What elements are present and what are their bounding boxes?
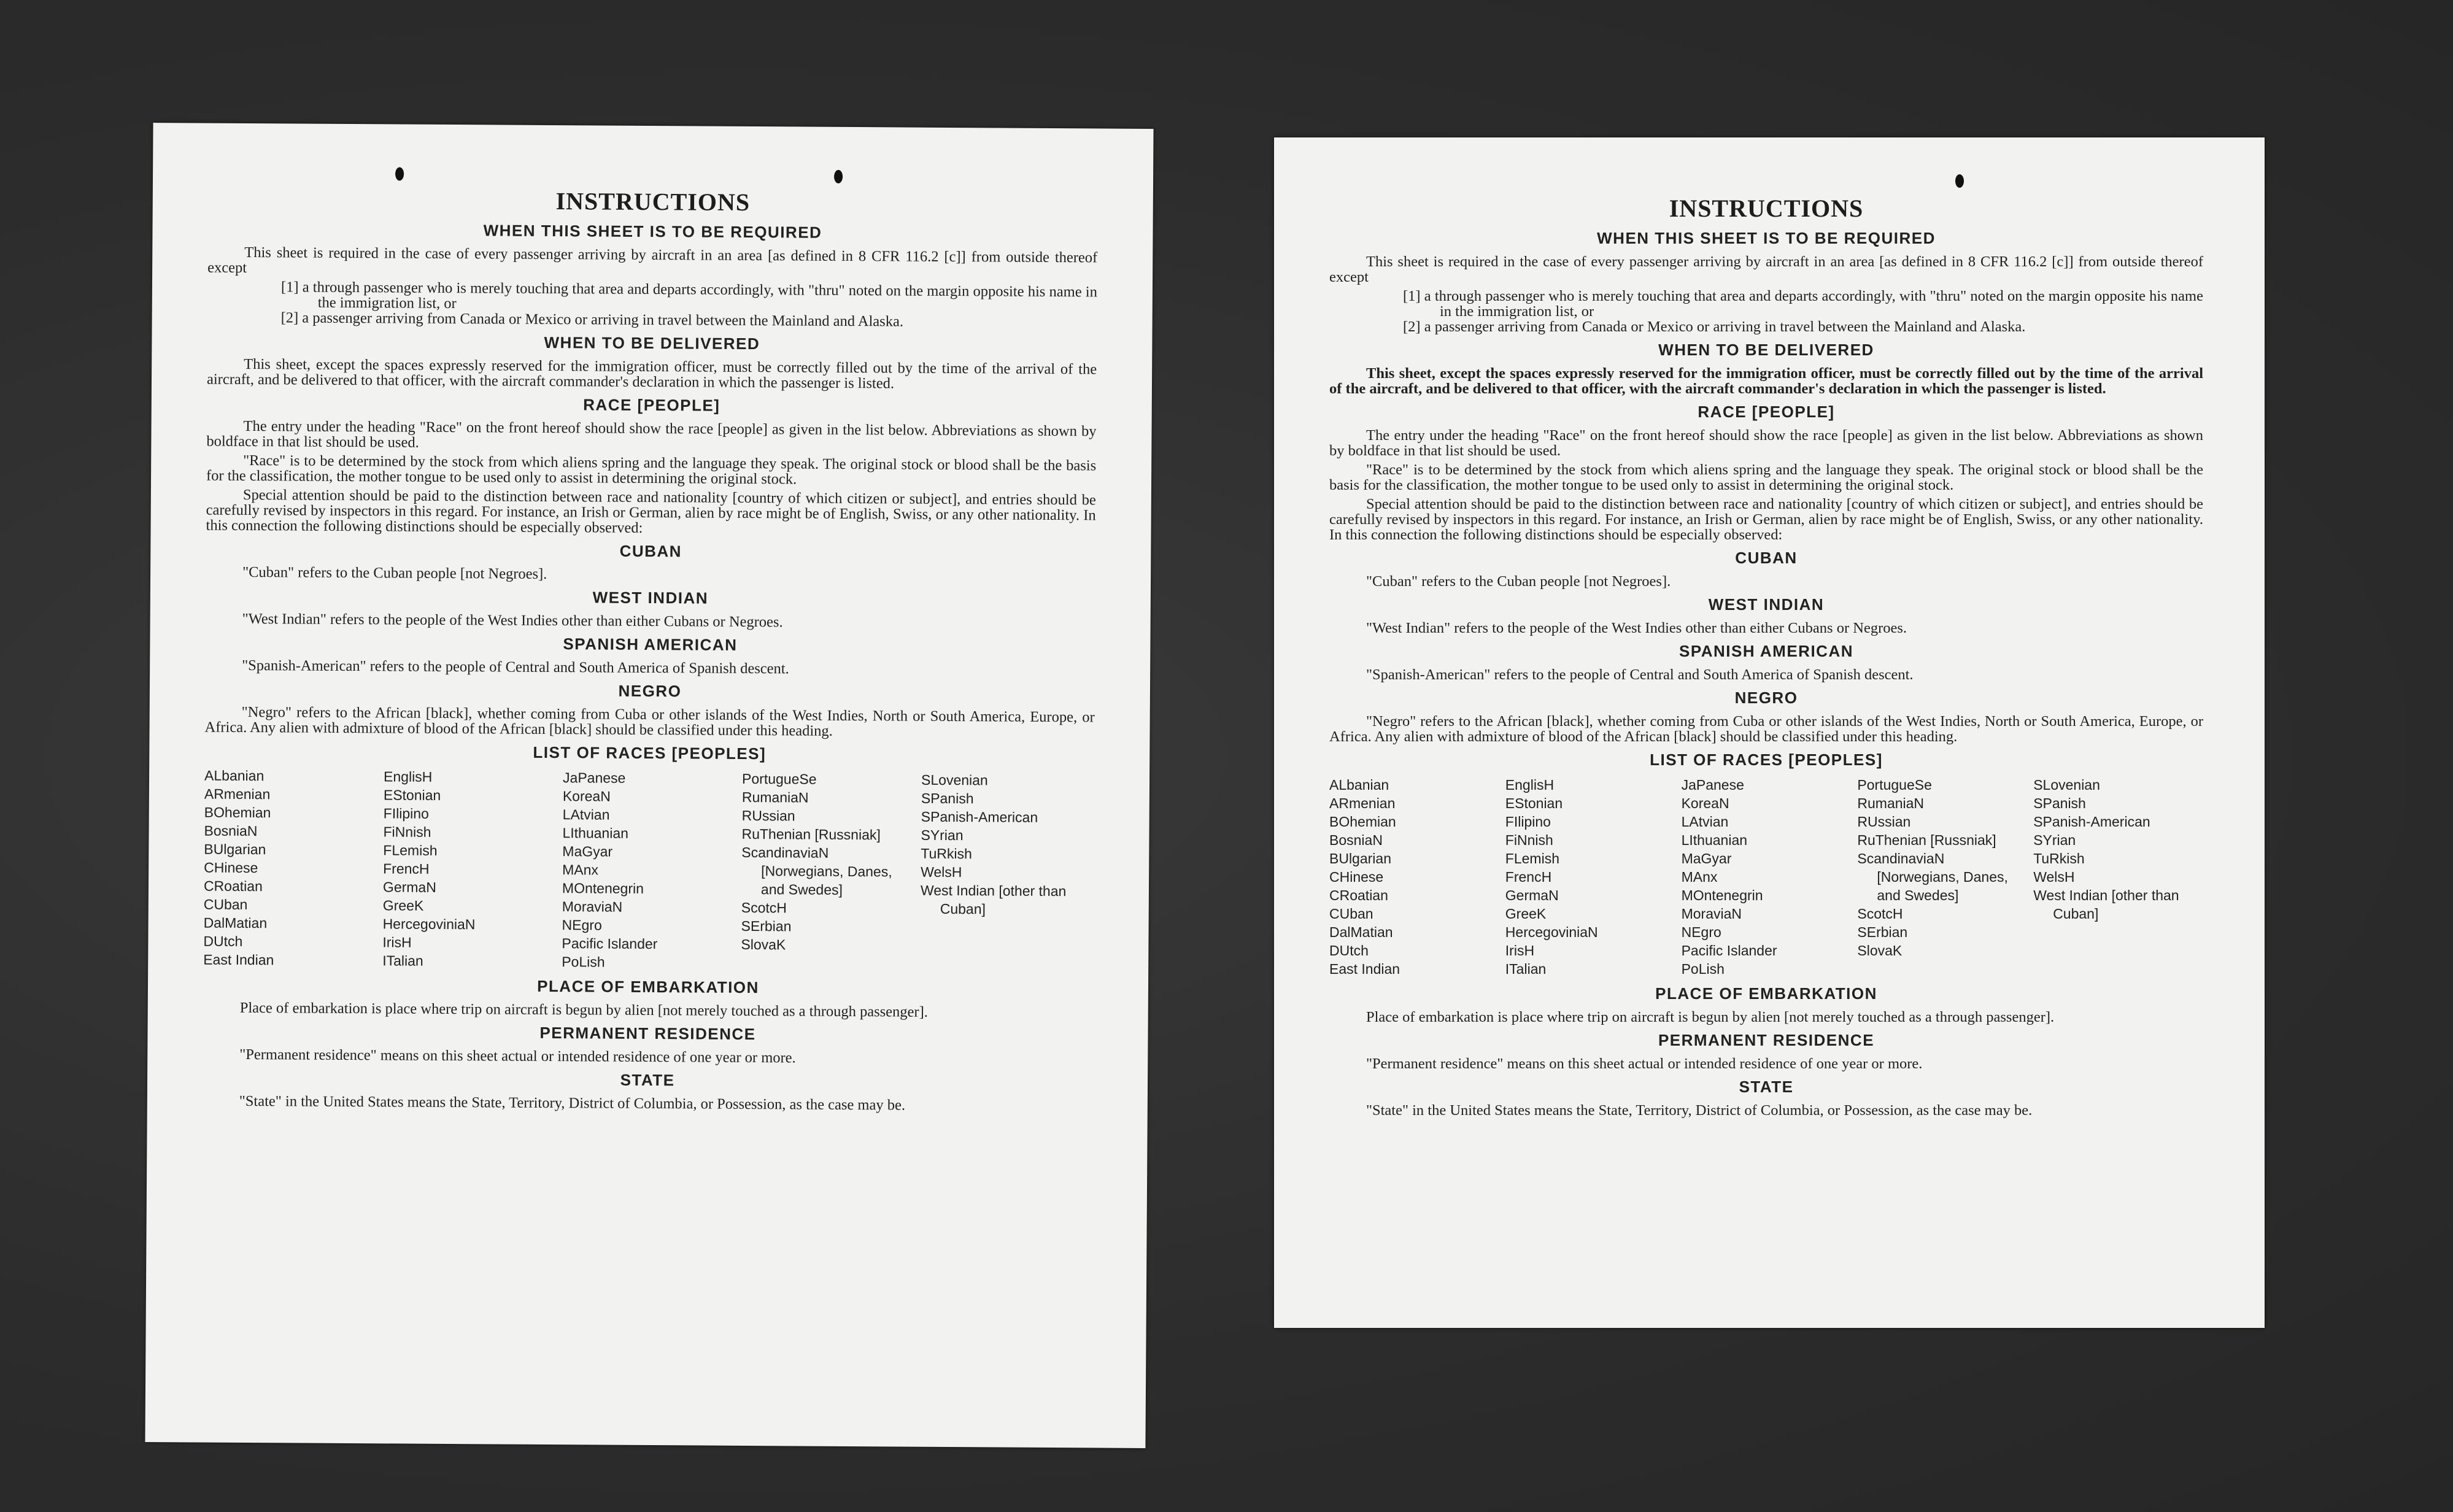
race-entry: ARmenian — [1329, 795, 1396, 811]
races-column — [203, 766, 377, 970]
race-entry: EStonian — [383, 787, 441, 803]
negro-paragraph: "Negro" refers to the African [black], whether coming from Cuba or other islands of the West Indies, North or South America, Europe, or Africa. Any alien with admixture of blood of the African [black] should be classified under this heading. — [1329, 713, 2203, 745]
race-entry: GreeK — [1505, 906, 1547, 922]
punch-hole — [1955, 174, 1964, 188]
race-entry: HercegoviniaN — [1505, 924, 1598, 940]
residence-paragraph: "Permanent residence" means on this sheet actual or intended residence of one year or more. — [239, 1046, 796, 1066]
races-column — [1857, 776, 2027, 978]
section-heading-delivered: WHEN TO BE DELIVERED — [1658, 341, 1874, 359]
race-entry: ScandinaviaN [Norwegians, Danes, and Swedes] — [741, 844, 892, 898]
race-entry: FiNnish — [1505, 832, 1553, 848]
section-heading-list: LIST OF RACES [PEOPLES] — [1650, 750, 1883, 769]
race-entry: SPanish — [2033, 795, 2086, 811]
race-entry: GermaN — [1505, 887, 1559, 903]
race-entry: DUtch — [203, 933, 243, 949]
race-entry: CRoatian — [203, 878, 263, 895]
race-entry: CHinese — [204, 859, 258, 876]
residence-paragraph: "Permanent residence" means on this sheet actual or intended residence of one year or more. — [1366, 1055, 1923, 1072]
races-column — [741, 770, 915, 973]
races-column — [382, 767, 557, 971]
section-heading-negro: NEGRO — [1734, 688, 1798, 707]
embarkation-paragraph: Place of embarkation is place where trip on aircraft is begun by alien [not merely touched as a through passenger]. — [1366, 1009, 2055, 1025]
race-entry: CUban — [1329, 906, 1373, 922]
race-entry: KoreaN — [562, 788, 611, 804]
race-entry: BosniaN — [1329, 832, 1383, 848]
race-entry: PoLish — [1681, 961, 1725, 977]
race-entry: BOhemian — [204, 804, 271, 821]
race-entry: FrencH — [1505, 869, 1552, 885]
race-entry: Pacific Islander — [562, 935, 658, 952]
race-entry: MoraviaN — [562, 898, 623, 915]
section-heading-state: STATE — [1739, 1078, 1794, 1096]
race-entry: EnglisH — [1505, 777, 1555, 793]
race-entry: RuThenian [Russniak] — [1857, 832, 1996, 848]
race-entry: IrisH — [382, 934, 412, 951]
west-indian-paragraph: "West Indian" refers to the people of the West Indies other than either Cubans or Negroes. — [1366, 620, 1907, 636]
race-entry: ALbanian — [1329, 777, 1389, 793]
punch-hole — [395, 167, 404, 180]
race-entry: ScotcH — [1857, 906, 1903, 922]
race-entry: RumaniaN — [741, 789, 809, 806]
race-entry: West Indian [other than Cuban] — [2033, 887, 2179, 922]
race-paragraph-1: The entry under the heading "Race" on the front hereof should show the race [people] as given in the list below. Abbreviations as shown by boldface in that list should be used. — [206, 417, 1097, 451]
race-entry: SlovaK — [1857, 943, 1903, 958]
race-entry: SLovenian — [921, 771, 988, 789]
race-entry: ALbanian — [204, 767, 265, 784]
race-entry: JaPanese — [1681, 777, 1744, 793]
required-paragraph: This sheet is required in the case of every passenger arriving by aircraft in an area [as defined in 8 CFR 116.2 [c]] from outside thereof except — [1329, 253, 2203, 285]
race-entry: FLemish — [383, 842, 438, 858]
section-heading-race: RACE [PEOPLE] — [1698, 403, 1835, 421]
races-column — [1682, 776, 1852, 978]
race-entry: LAtvian — [1681, 814, 1729, 830]
race-paragraph-2: "Race" is to be determined by the stock from which aliens spring and the language they speak. The original stock or blood shall be the basis for the classification, the mother tongue to be used only to assist in determining the original stock. — [206, 452, 1097, 488]
race-entry: RUssian — [1857, 814, 1911, 830]
races-column — [920, 771, 1094, 974]
section-heading-residence: PERMANENT RESIDENCE — [539, 1023, 756, 1044]
punch-hole — [834, 170, 843, 183]
race-entry: HercegoviniaN — [382, 916, 476, 933]
race-entry: NEgro — [1681, 924, 1721, 940]
race-entry: PortugueSe — [1857, 777, 1932, 793]
race-entry: SLovenian — [2033, 777, 2100, 793]
state-paragraph: "State" in the United States means the State, Territory, District of Columbia, or Possession, as the case may be. — [1366, 1102, 2033, 1119]
section-heading-list: LIST OF RACES [PEOPLES] — [533, 742, 767, 763]
race-entry: FIlipino — [1505, 814, 1551, 830]
race-entry: East Indian — [1329, 961, 1400, 977]
race-paragraph-3: Special attention should be paid to the distinction between race and nationality [country of which citizen or subject], and entries should be carefully revised by inspectors in this regard. For instance, an Irish or German, alien by race might be of English, Swiss, or any other nationality. In this connection the following distinctions should be especially observed: — [206, 486, 1096, 536]
race-entry: FrencH — [383, 860, 430, 877]
race-entry: NEgro — [562, 917, 602, 933]
section-heading-required: WHEN THIS SHEET IS TO BE REQUIRED — [483, 221, 822, 242]
race-entry: CUban — [203, 896, 248, 913]
delivered-paragraph: This sheet, except the spaces expressly reserved for the immigration officer, must be correctly filled out by the time of the arrival of the aircraft, and be delivered to that officer, with the aircraft commander's declaration in which the passenger is listed. — [206, 355, 1097, 392]
races-column — [1329, 776, 1499, 978]
race-entry: SPanish — [921, 790, 974, 807]
race-entry: SPanish-American — [2033, 814, 2150, 830]
race-entry: RUssian — [741, 807, 795, 824]
race-entry: TuRkish — [2033, 850, 2085, 866]
races-column — [1505, 776, 1675, 978]
race-entry: SErbian — [1857, 924, 1908, 940]
race-entry: LAtvian — [562, 806, 610, 823]
races-list — [1329, 776, 2203, 978]
exception-item-2: [2] a passenger arriving from Canada or Mexico or arriving in travel between the Mainland and Alaska. — [1403, 318, 2026, 335]
section-heading-cuban: CUBAN — [619, 541, 682, 561]
race-entry: LIthuanian — [1681, 832, 1748, 848]
race-entry: KoreaN — [1681, 795, 1729, 811]
required-paragraph: This sheet is required in the case of every passenger arriving by aircraft in an area [as defined in 8 CFR 116.2 [c]] from outside thereof except — [207, 244, 1098, 276]
spanish-american-paragraph: "Spanish-American" refers to the people of Central and South America of Spanish descent. — [242, 657, 789, 677]
race-entry: MAnx — [562, 862, 599, 878]
race-entry: MOntenegrin — [562, 880, 644, 897]
cuban-paragraph: "Cuban" refers to the Cuban people [not Negroes]. — [242, 563, 547, 582]
race-entry: TuRkish — [921, 845, 972, 862]
race-entry: SPanish-American — [921, 808, 1038, 825]
race-entry: ITalian — [382, 952, 423, 969]
race-entry: ScandinaviaN [Norwegians, Danes, and Swedes] — [1857, 850, 2008, 903]
section-heading-residence: PERMANENT RESIDENCE — [1658, 1031, 1875, 1049]
race-entry: MaGyar — [562, 843, 613, 860]
race-entry: EnglisH — [384, 768, 433, 785]
race-entry: BosniaN — [204, 822, 258, 839]
race-entry: SlovaK — [741, 936, 786, 953]
race-entry: PoLish — [562, 954, 605, 970]
race-entry: BOhemian — [1329, 814, 1396, 830]
state-paragraph: "State" in the United States means the State, Territory, District of Columbia, or Possession, as the case may be. — [239, 1092, 906, 1114]
section-heading-embarkation: PLACE OF EMBARKATION — [1655, 984, 1877, 1003]
section-heading-west-indian: WEST INDIAN — [1708, 595, 1825, 614]
section-heading-required: WHEN THIS SHEET IS TO BE REQUIRED — [1597, 229, 1936, 247]
race-entry: DUtch — [1329, 943, 1369, 958]
section-heading-west-indian: WEST INDIAN — [592, 588, 709, 608]
section-heading-delivered: WHEN TO BE DELIVERED — [544, 333, 760, 353]
races-column — [2033, 776, 2203, 978]
race-entry: BUlgarian — [204, 841, 266, 858]
races-column — [562, 768, 736, 972]
negro-paragraph: "Negro" refers to the African [black], whether coming from Cuba or other islands of the West Indies, North or South America, Europe, or Africa. Any alien with admixture of blood of the African [black] should be classified under this heading. — [204, 703, 1095, 739]
race-entry: ITalian — [1505, 961, 1547, 977]
race-entry: SYrian — [921, 827, 964, 844]
race-entry: ARmenian — [204, 785, 271, 803]
race-entry: RuThenian [Russniak] — [741, 825, 881, 843]
race-entry: MAnx — [1681, 869, 1718, 885]
race-entry: JaPanese — [562, 770, 626, 786]
race-entry: ScotcH — [741, 899, 787, 916]
race-paragraph-2: "Race" is to be determined by the stock from which aliens spring and the language they speak. The original stock or blood shall be the basis for the classification, the mother tongue to be used only to assist in determining the original stock. — [1329, 461, 2203, 493]
race-entry: IrisH — [1505, 943, 1535, 958]
race-entry: GermaN — [382, 879, 436, 895]
race-entry: GreeK — [382, 897, 424, 914]
section-heading-embarkation: PLACE OF EMBARKATION — [537, 976, 759, 997]
race-entry: RumaniaN — [1857, 795, 1925, 811]
cuban-paragraph: "Cuban" refers to the Cuban people [not Negroes]. — [1366, 573, 1671, 590]
spanish-american-paragraph: "Spanish-American" refers to the people of Central and South America of Spanish descent. — [1366, 666, 1914, 683]
section-heading-spanish-american: SPANISH AMERICAN — [1678, 642, 1853, 660]
race-entry: MoraviaN — [1681, 906, 1742, 922]
race-entry: SErbian — [741, 917, 792, 935]
document-page-left — [145, 123, 1153, 1448]
race-entry: CHinese — [1329, 869, 1384, 885]
races-list — [203, 766, 1094, 974]
race-entry: SYrian — [2033, 832, 2076, 848]
race-entry: WelsH — [921, 863, 962, 881]
section-heading-state: STATE — [620, 1070, 675, 1090]
race-entry: DalMatian — [203, 914, 268, 932]
section-heading-spanish-american: SPANISH AMERICAN — [563, 634, 738, 654]
exception-item-1: [1] a through passenger who is merely touching that area and departs accordingly, with "thru" noted on the margin opposite his name in the immigration list, or — [1403, 288, 2203, 320]
race-entry: West Indian [other than Cuban] — [920, 882, 1067, 917]
race-entry: FIlipino — [383, 805, 429, 822]
race-entry: FLemish — [1505, 850, 1559, 866]
race-entry: East Indian — [203, 951, 274, 968]
race-entry: MOntenegrin — [1681, 887, 1763, 903]
exception-item-1: [1] a through passenger who is merely touching that area and departs accordingly, with "thru" noted on the margin opposite his name in the immigration list, or — [280, 279, 1098, 312]
race-entry: Pacific Islander — [1681, 943, 1777, 958]
page-title: INSTRUCTIONS — [555, 187, 751, 216]
race-entry: PortugueSe — [741, 770, 817, 787]
race-entry: LIthuanian — [562, 825, 629, 841]
delivered-paragraph: This sheet, except the spaces expressly reserved for the immigration officer, must be correctly filled out by the time of the arrival of the aircraft, and be delivered to that officer, with the aircraft commander's declaration in which the passenger is listed. — [1329, 365, 2203, 397]
race-entry: WelsH — [2033, 869, 2075, 885]
race-entry: MaGyar — [1681, 850, 1732, 866]
embarkation-paragraph: Place of embarkation is place where trip on aircraft is begun by alien [not merely touched as a through passenger]. — [239, 999, 928, 1020]
page-title: INSTRUCTIONS — [1669, 195, 1864, 222]
section-heading-cuban: CUBAN — [1735, 549, 1798, 567]
race-entry: EStonian — [1505, 795, 1563, 811]
race-entry: BUlgarian — [1329, 850, 1391, 866]
west-indian-paragraph: "West Indian" refers to the people of the West Indies other than either Cubans or Negroes. — [242, 610, 783, 631]
race-entry: FiNnish — [383, 824, 431, 840]
section-heading-negro: NEGRO — [618, 681, 682, 701]
race-entry: DalMatian — [1329, 924, 1393, 940]
race-paragraph-1: The entry under the heading "Race" on the front hereof should show the race [people] as given in the list below. Abbreviations as shown by boldface in that list should be used. — [1329, 427, 2203, 459]
race-entry: CRoatian — [1329, 887, 1388, 903]
race-paragraph-3: Special attention should be paid to the distinction between race and nationality [country of which citizen or subject], and entries should be carefully revised by inspectors in this regard. For instance, an Irish or German, alien by race might be of English, Swiss, or any other nationality. In this connection the following distinctions should be especially observed: — [1329, 496, 2203, 543]
section-heading-race: RACE [PEOPLE] — [583, 395, 720, 415]
document-page-right — [1274, 137, 2265, 1328]
exception-item-2: [2] a passenger arriving from Canada or Mexico or arriving in travel between the Mainland and Alaska. — [280, 309, 904, 330]
